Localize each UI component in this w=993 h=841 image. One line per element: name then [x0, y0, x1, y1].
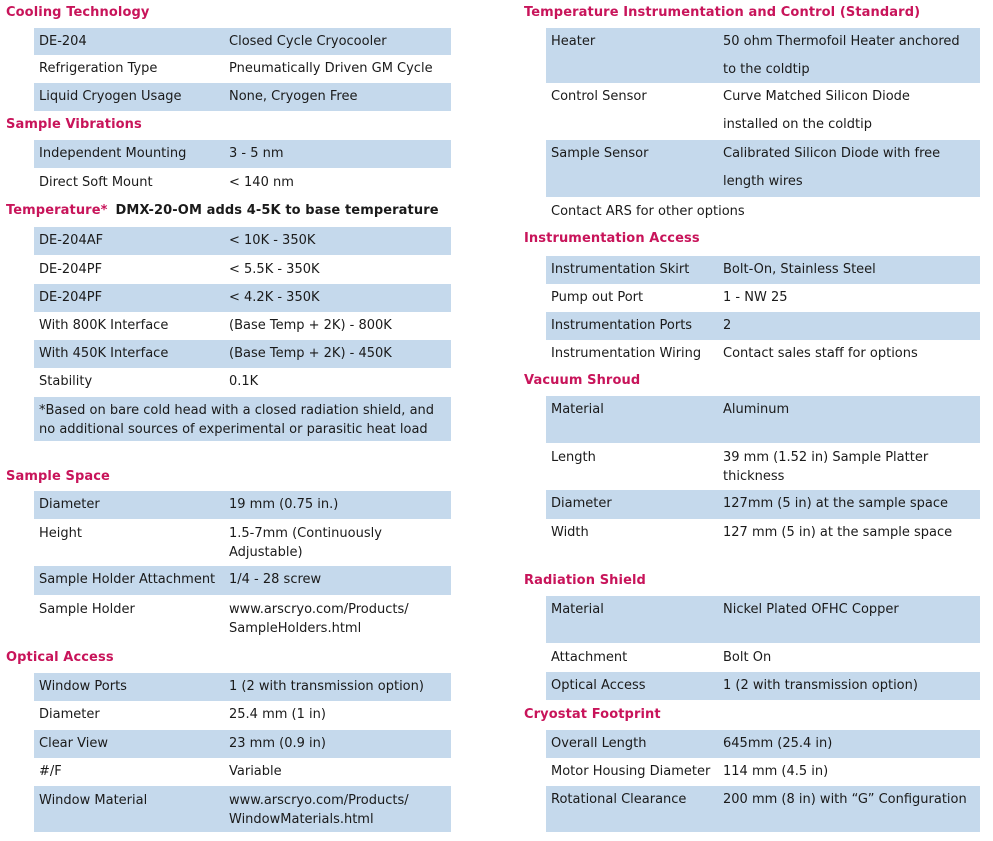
footnote-line: *Based on bare cold head with a closed radiation shield, and — [39, 403, 435, 418]
spec-label: With 450K Interface — [39, 346, 169, 361]
spec-label: Clear View — [39, 736, 108, 751]
spec-label: Optical Access — [551, 678, 646, 693]
spec-row — [546, 443, 980, 490]
spec-row — [34, 595, 451, 643]
spec-label: DE-204PF — [39, 262, 103, 277]
spec-value: Nickel Plated OFHC Copper — [723, 602, 899, 617]
spec-row — [34, 340, 451, 368]
spec-row — [34, 284, 451, 312]
spec-value-cont: installed on the coldtip — [723, 117, 873, 132]
spec-value: 127 mm (5 in) at the sample space — [723, 525, 953, 540]
spec-value: Aluminum — [723, 402, 790, 417]
spec-value: Bolt On — [723, 650, 772, 665]
spec-row — [34, 519, 451, 566]
spec-value: Calibrated Silicon Diode with free — [723, 146, 941, 161]
spec-value-cont: SampleHolders.html — [229, 621, 362, 636]
spec-value: 19 mm (0.75 in.) — [229, 497, 339, 512]
spec-row — [546, 490, 980, 519]
spec-label: Liquid Cryogen Usage — [39, 89, 182, 104]
vacuum-shroud-heading: Vacuum Shroud — [524, 373, 641, 388]
spec-value: 39 mm (1.52 in) Sample Platter — [723, 450, 929, 465]
temperature-footnote — [34, 397, 451, 441]
spec-value: 2 — [723, 318, 732, 333]
spec-value: Variable — [229, 764, 282, 779]
spec-value: 50 ohm Thermofoil Heater anchored — [723, 34, 960, 49]
spec-value: www.arscryo.com/Products/ — [229, 602, 409, 617]
spec-value: Bolt-On, Stainless Steel — [723, 262, 876, 277]
spec-label: Motor Housing Diameter — [551, 764, 711, 779]
spec-label: Window Ports — [39, 679, 127, 694]
spec-row — [546, 672, 980, 700]
spec-row — [34, 256, 451, 284]
spec-value: 645mm (25.4 in) — [723, 736, 833, 751]
spec-row — [34, 566, 451, 595]
spec-label: Rotational Clearance — [551, 792, 687, 807]
spec-row — [546, 256, 980, 284]
spec-row — [546, 519, 980, 547]
spec-value: 1 (2 with transmission option) — [723, 678, 918, 693]
spec-row — [546, 140, 980, 197]
spec-label: DE-204AF — [39, 233, 104, 248]
spec-row — [546, 312, 980, 340]
spec-label: Sample Holder Attachment — [39, 572, 216, 587]
temp-control-heading: Temperature Instrumentation and Control (Standard) — [524, 5, 921, 20]
spec-value: 1 - NW 25 — [723, 290, 788, 305]
spec-label: Material — [551, 402, 604, 417]
spec-value: www.arscryo.com/Products/ — [229, 793, 409, 808]
spec-value: 1.5-7mm (Continuously — [229, 526, 382, 541]
spec-label: Height — [39, 526, 82, 541]
spec-row — [34, 169, 451, 197]
spec-label: Direct Soft Mount — [39, 175, 153, 190]
spec-value: 3 - 5 nm — [229, 146, 284, 161]
temperature-note: DMX-20-OM adds 4-5K to base temperature — [115, 203, 439, 218]
spec-value: < 5.5K - 350K — [229, 262, 320, 277]
spec-row — [34, 491, 451, 519]
spec-row — [546, 786, 980, 832]
spec-value-cont: thickness — [723, 469, 785, 484]
spec-label: Sample Sensor — [551, 146, 649, 161]
spec-value: < 4.2K - 350K — [229, 290, 320, 305]
spec-label: Material — [551, 602, 604, 617]
spec-row — [34, 368, 451, 396]
spec-value-cont: to the coldtip — [723, 62, 810, 77]
spec-row — [34, 673, 451, 701]
spec-value: < 10K - 350K — [229, 233, 316, 248]
cooling-technology-heading: Cooling Technology — [6, 5, 150, 20]
spec-value-cont: WindowMaterials.html — [229, 812, 374, 827]
spec-row — [34, 701, 451, 730]
spec-value: Closed Cycle Cryocooler — [229, 34, 387, 49]
spec-label: Instrumentation Wiring — [551, 346, 702, 361]
sample-space-heading: Sample Space — [6, 469, 110, 484]
spec-label: Window Material — [39, 793, 148, 808]
spec-value: 23 mm (0.9 in) — [229, 736, 326, 751]
spec-value: (Base Temp + 2K) - 800K — [229, 318, 392, 333]
footnote-line: no additional sources of experimental or parasitic heat load — [39, 422, 428, 437]
spec-label: Width — [551, 525, 589, 540]
spec-row — [546, 340, 980, 368]
spec-label: Instrumentation Ports — [551, 318, 693, 333]
spec-label: Overall Length — [551, 736, 647, 751]
spec-row — [34, 758, 451, 786]
radiation-shield-heading: Radiation Shield — [524, 573, 646, 588]
spec-value: 114 mm (4.5 in) — [723, 764, 829, 779]
spec-row — [546, 758, 980, 786]
spec-label: Length — [551, 450, 596, 465]
spec-value-cont: Adjustable) — [229, 545, 303, 560]
sample-vibrations-heading: Sample Vibrations — [6, 117, 142, 132]
spec-row — [546, 730, 980, 758]
spec-row — [546, 643, 980, 672]
spec-value: 1 (2 with transmission option) — [229, 679, 424, 694]
spec-value: 0.1K — [229, 374, 259, 389]
spec-row — [546, 396, 980, 443]
spec-label: #/F — [39, 764, 62, 779]
spec-value: 1/4 - 28 screw — [229, 572, 322, 587]
spec-row — [34, 55, 451, 83]
spec-value: 127mm (5 in) at the sample space — [723, 496, 948, 511]
spec-row — [34, 730, 451, 758]
spec-row — [34, 227, 451, 255]
spec-value: Pneumatically Driven GM Cycle — [229, 61, 433, 76]
spec-label: Independent Mounting — [39, 146, 187, 161]
spec-value-cont: length wires — [723, 174, 803, 189]
spec-label: Diameter — [551, 496, 612, 511]
cryostat-footprint-heading: Cryostat Footprint — [524, 707, 661, 722]
spec-value: Contact sales staff for options — [723, 346, 918, 361]
spec-row — [546, 596, 980, 643]
spec-label: Pump out Port — [551, 290, 644, 305]
spec-label: Sample Holder — [39, 602, 135, 617]
spec-value: Curve Matched Silicon Diode — [723, 89, 910, 104]
spec-label: Instrumentation Skirt — [551, 262, 690, 277]
spec-value: 200 mm (8 in) with “G” Configuration — [723, 792, 967, 807]
spec-label: With 800K Interface — [39, 318, 169, 333]
optical-access-heading: Optical Access — [6, 650, 114, 665]
spec-label: Heater — [551, 34, 596, 49]
instrumentation-access-heading: Instrumentation Access — [524, 231, 700, 246]
temperature-heading — [6, 203, 439, 218]
spec-label: Diameter — [39, 707, 100, 722]
spec-row — [546, 284, 980, 312]
spec-row — [34, 140, 451, 168]
spec-label: DE-204 — [39, 34, 87, 49]
spec-row — [546, 28, 980, 83]
spec-label: Refrigeration Type — [39, 61, 158, 76]
spec-row — [34, 83, 451, 111]
contact-ars-note: Contact ARS for other options — [551, 204, 745, 219]
spec-value: (Base Temp + 2K) - 450K — [229, 346, 392, 361]
spec-label: Stability — [39, 374, 93, 389]
temperature-heading-label: Temperature* — [6, 203, 108, 218]
spec-row — [546, 83, 980, 140]
spec-row — [34, 786, 451, 832]
spec-label: Attachment — [551, 650, 628, 665]
spec-value: < 140 nm — [229, 175, 294, 190]
spec-row — [34, 312, 451, 340]
spec-row — [34, 28, 451, 55]
spec-value: 25.4 mm (1 in) — [229, 707, 326, 722]
spec-label: Diameter — [39, 497, 100, 512]
spec-label: DE-204PF — [39, 290, 103, 305]
spec-label: Control Sensor — [551, 89, 647, 104]
spec-value: None, Cryogen Free — [229, 89, 358, 104]
